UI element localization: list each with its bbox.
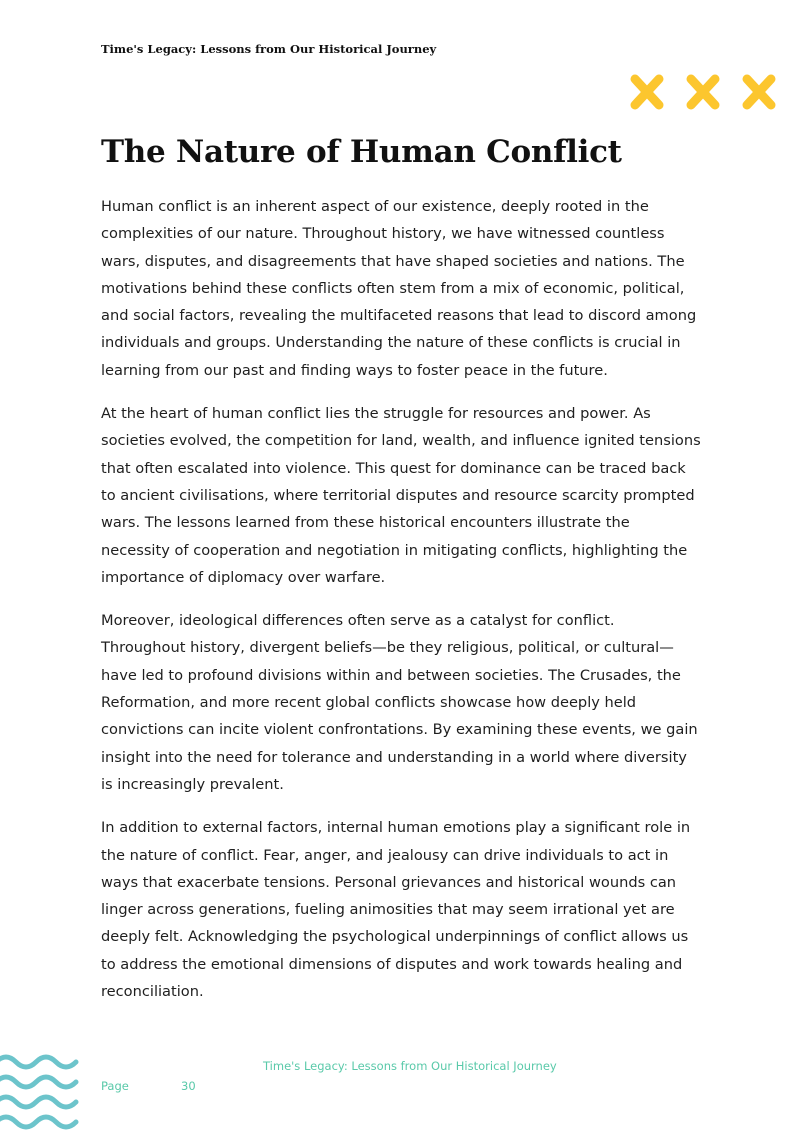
body-text — [101, 193, 701, 1021]
footer-page-number: 30 — [181, 1079, 196, 1093]
paragraph: Human conflict is an inherent aspect of our existence, deeply rooted in the complexities of our nature. Throughout history, we have witnessed countless wars, disputes, and disagreements that have shaped societies and nations. The motivations behind these conflicts often stem from a mix of economic, political, and social factors, revealing the multifaceted reasons that lead to discord among individuals and groups. Understanding the nature of these conflicts is crucial in learning from our past and finding ways to foster peace in the future. — [101, 198, 697, 379]
x-cross-icon — [635, 79, 659, 105]
footer-title: Time's Legacy: Lessons from Our Historical Journey — [263, 1059, 557, 1073]
x-cross-decoration — [628, 72, 780, 112]
paragraph: At the heart of human conflict lies the struggle for resources and power. As societies evolved, the competition for land, wealth, and influence ignited tensions that often escalated into violence. This quest for dominance can be traced back to ancient civilisations, where territorial disputes and resource scarcity prompted wars. The lessons learned from these historical encounters illustrate the necessity of cooperation and negotiation in mitigating conflicts, highlighting the importance of diplomacy over warfare. — [101, 405, 701, 586]
paragraph: Moreover, ideological differences often serve as a catalyst for conflict. Throughout history, divergent beliefs—be they religious, political, or cultural—have led to profound divisions within and between societies. The Crusades, the Reformation, and more recent global conflicts showcase how deeply held convictions can incite violent confrontations. By examining these events, we gain insight into the need for tolerance and understanding in a world where diversity is increasingly prevalent. — [101, 612, 698, 793]
footer-page-label: Page — [101, 1079, 129, 1093]
page-title: The Nature of Human Conflict — [101, 134, 622, 170]
x-cross-icon — [691, 79, 715, 105]
wave-lines-icon — [0, 1050, 90, 1132]
x-cross-icon — [747, 79, 771, 105]
paragraph: In addition to external factors, internal human emotions play a significant role in the nature of conflict. Fear, anger, and jealousy can drive individuals to act in ways that exacerbate tensions. Personal grievances and historical wounds can linger across generations, fueling animosities that may seem irrational yet are deeply felt. Acknowledging the psychological underpinnings of conflict allows us to address the emotional dimensions of disputes and work towards healing and reconciliation. — [101, 819, 691, 1001]
running-header: Time's Legacy: Lessons from Our Historical Journey — [101, 42, 437, 56]
